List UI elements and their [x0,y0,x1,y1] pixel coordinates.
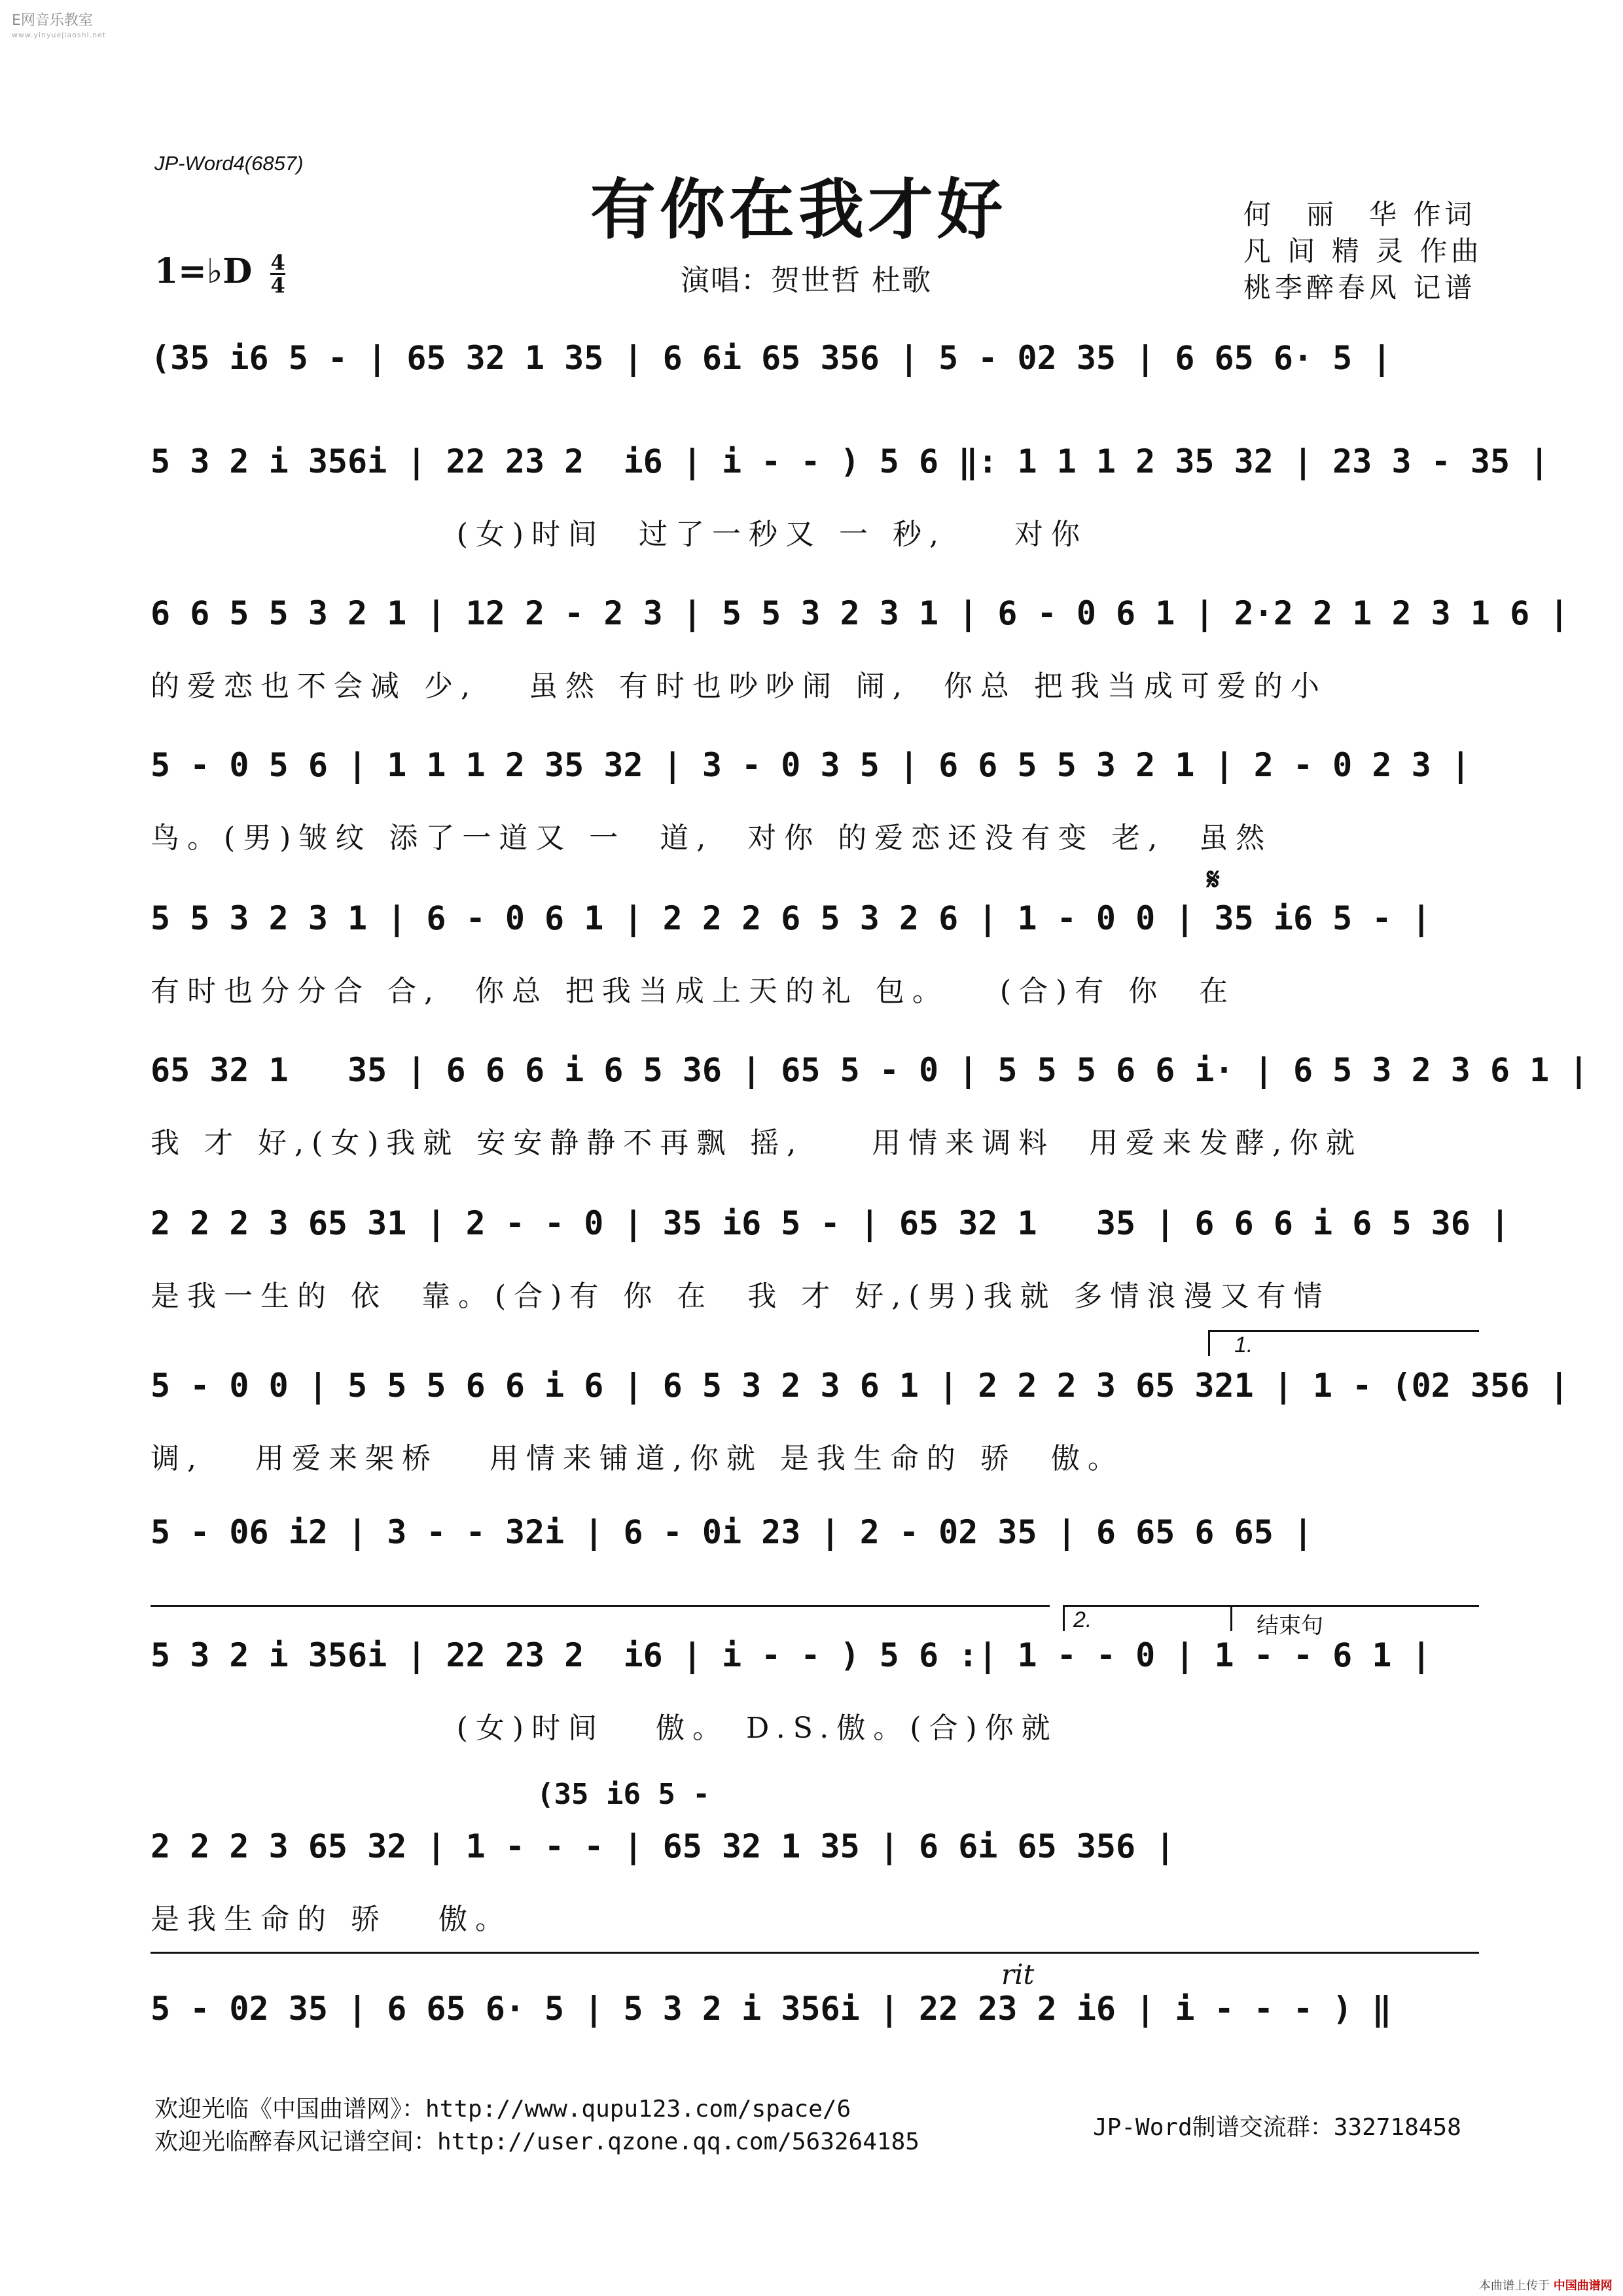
ending-label: 结束句 [1257,1613,1323,1638]
watermark-logo [12,9,106,39]
notes-text: 5 - 06 i2 | 3 - - 32i | 6 - 0i 23 | 2 - 02 35 | 6 65 6 65 | [151,1513,1313,1551]
key-text: 1=♭D [154,251,253,291]
ending-bracket-edge [1230,1605,1232,1631]
upper-notes-text: (35 i6 5 - [537,1778,710,1811]
lyrics-line: (女)时间 过了一秒又 一 秒, 对你 [151,518,1088,551]
notation-line [151,1636,1479,1689]
software-version: JP-Word4(6857) [154,152,304,175]
lyrics-line: 是我一生的 依 靠。(合)有 你 在 我 才 好,(男)我就 多情浪漫又有情 [151,1280,1330,1313]
lyrics-line: 调, 用爱来架桥 用情来铺道,你就 是我生命的 骄 傲。 [151,1442,1124,1475]
notation-line [151,1051,1589,1103]
notation-line [151,746,1479,798]
lyrics-line: 是我生命的 骄 傲。 [151,1903,512,1936]
volta-1-bracket [1208,1330,1479,1332]
lyrics-line: 有时也分分合 合, 你总 把我当成上天的礼 包。 (合)有 你 在 [151,975,1236,1008]
rit-marking: rit [1001,1958,1035,1990]
volta-1-bracket-edge [1208,1330,1210,1356]
notation-line [151,1513,1479,1566]
notes-text: 5 - 0 0 | 5 5 5 6 6 i 6 | 6 5 3 2 3 6 1 | 2 2 2 3 65 321 | 1 - (02 356 | [151,1367,1569,1405]
footer-group: JP-Word制谱交流群：332718458 [1093,2114,1461,2141]
notation-line [151,899,1479,952]
notation-line [151,594,1569,647]
time-signature [270,252,285,296]
upper-notation-line [151,1778,1479,1830]
watermark-text: E网音乐教室 [12,12,93,29]
notes-text: 65 32 1 35 | 6 6 6 i 6 5 36 | 65 5 - 0 | 5 5 5 6 6 i· | 6 5 3 2 3 6 1 | [151,1051,1589,1089]
uploader-note [1479,2276,1613,2293]
time-signature-bottom: 4 [270,273,285,298]
notes-text: 5 3 2 i 356i | 22 23 2 i6 | i - - ) 5 6 :| 1 - - 0 | 1 - - 6 1 | [151,1636,1431,1674]
time-signature-top: 4 [270,250,285,275]
lyricist-credit: 何 丽 华 作词 [1243,198,1476,230]
singer-credit: 演唱：贺世哲 杜歌 [681,264,932,297]
transcriber-credit: 桃李醉春风 记谱 [1243,272,1476,304]
system-top-line [151,1605,1050,1607]
system-top-line [151,1952,1479,1954]
notation-line [151,1204,1510,1257]
footer-links [154,2093,919,2159]
footer-line-1: 欢迎光临《中国曲谱网》：http://www.qupu123.com/space/6 [154,2096,851,2123]
notes-text: 2 2 2 3 65 31 | 2 - - 0 | 35 i6 5 - | 65 32 1 35 | 6 6 6 i 6 5 36 | [151,1204,1510,1242]
credits-block [1243,196,1482,306]
notation-line [151,1367,1569,1419]
notes-text: 5 - 0 5 6 | 1 1 1 2 35 32 | 3 - 0 3 5 | 6 6 5 5 3 2 1 | 2 - 0 2 3 | [151,746,1471,784]
notes-text: 5 3 2 i 356i | 22 23 2 i6 | i - - ) 5 6 ‖: 1 1 1 2 35 32 | 23 3 - 35 | [151,442,1550,480]
volta-2-bracket-edge [1063,1605,1065,1631]
lyrics-line: 鸟。(男)皱纹 添了一道又 一 道, 对你 的爱恋还没有变 老, 虽然 [151,821,1273,855]
song-title: 有你在我才好 [590,171,1007,248]
lyrics-line: (女)时间 傲。 D.S.傲。(合)你就 [151,1712,1058,1745]
notes-text: 2 2 2 3 65 32 | 1 - - - | 65 32 1 35 | 6 6i 65 356 | [151,1827,1175,1865]
key-signature [154,251,285,296]
volta-2-bracket [1063,1605,1479,1607]
notes-text: 5 - 02 35 | 6 65 6· 5 | 5 3 2 i 356i | 22 23 2 i6 | i - - - ) ‖ [151,1990,1392,2028]
volta-1-label: 1. [1234,1333,1253,1357]
composer-credit: 凡 间 精 灵 作曲 [1243,235,1483,267]
watermark-subtext: www.yinyuejiaoshi.net [12,31,107,39]
uploader-site: 中国曲谱网 [1553,2279,1613,2293]
lyrics-line: 的爱恋也不会减 少, 虽然 有时也吵吵闹 闹, 你总 把我当成可爱的小 [151,670,1327,703]
notes-text: 6 6 5 5 3 2 1 | 12 2 - 2 3 | 5 5 3 2 3 1 | 6 - 0 6 1 | 2·2 2 1 2 3 1 6 | [151,594,1569,632]
notation-line [151,1827,1479,1880]
notes-text: 5 5 3 2 3 1 | 6 - 0 6 1 | 2 2 2 6 5 3 2 6 | 1 - 0 0 | 35 i6 5 - | [151,899,1431,937]
notation-line [151,1990,1479,2042]
segno-icon: 𝄋 [1207,861,1220,897]
notation-line [151,339,1479,391]
notes-text: (35 i6 5 - | 65 32 1 35 | 6 6i 65 356 | 5 - 02 35 | 6 65 6· 5 | [151,339,1392,377]
lyrics-line: 我 才 好,(女)我就 安安静静不再飘 摇, 用情来调料 用爱来发酵,你就 [151,1126,1363,1160]
volta-2-label: 2. [1073,1607,1092,1632]
uploader-prefix: 本曲谱上传于 [1479,2279,1550,2293]
notation-line [151,442,1550,495]
footer-line-2: 欢迎光临醉春风记谱空间：http://user.qzone.qq.com/563264185 [154,2128,919,2155]
